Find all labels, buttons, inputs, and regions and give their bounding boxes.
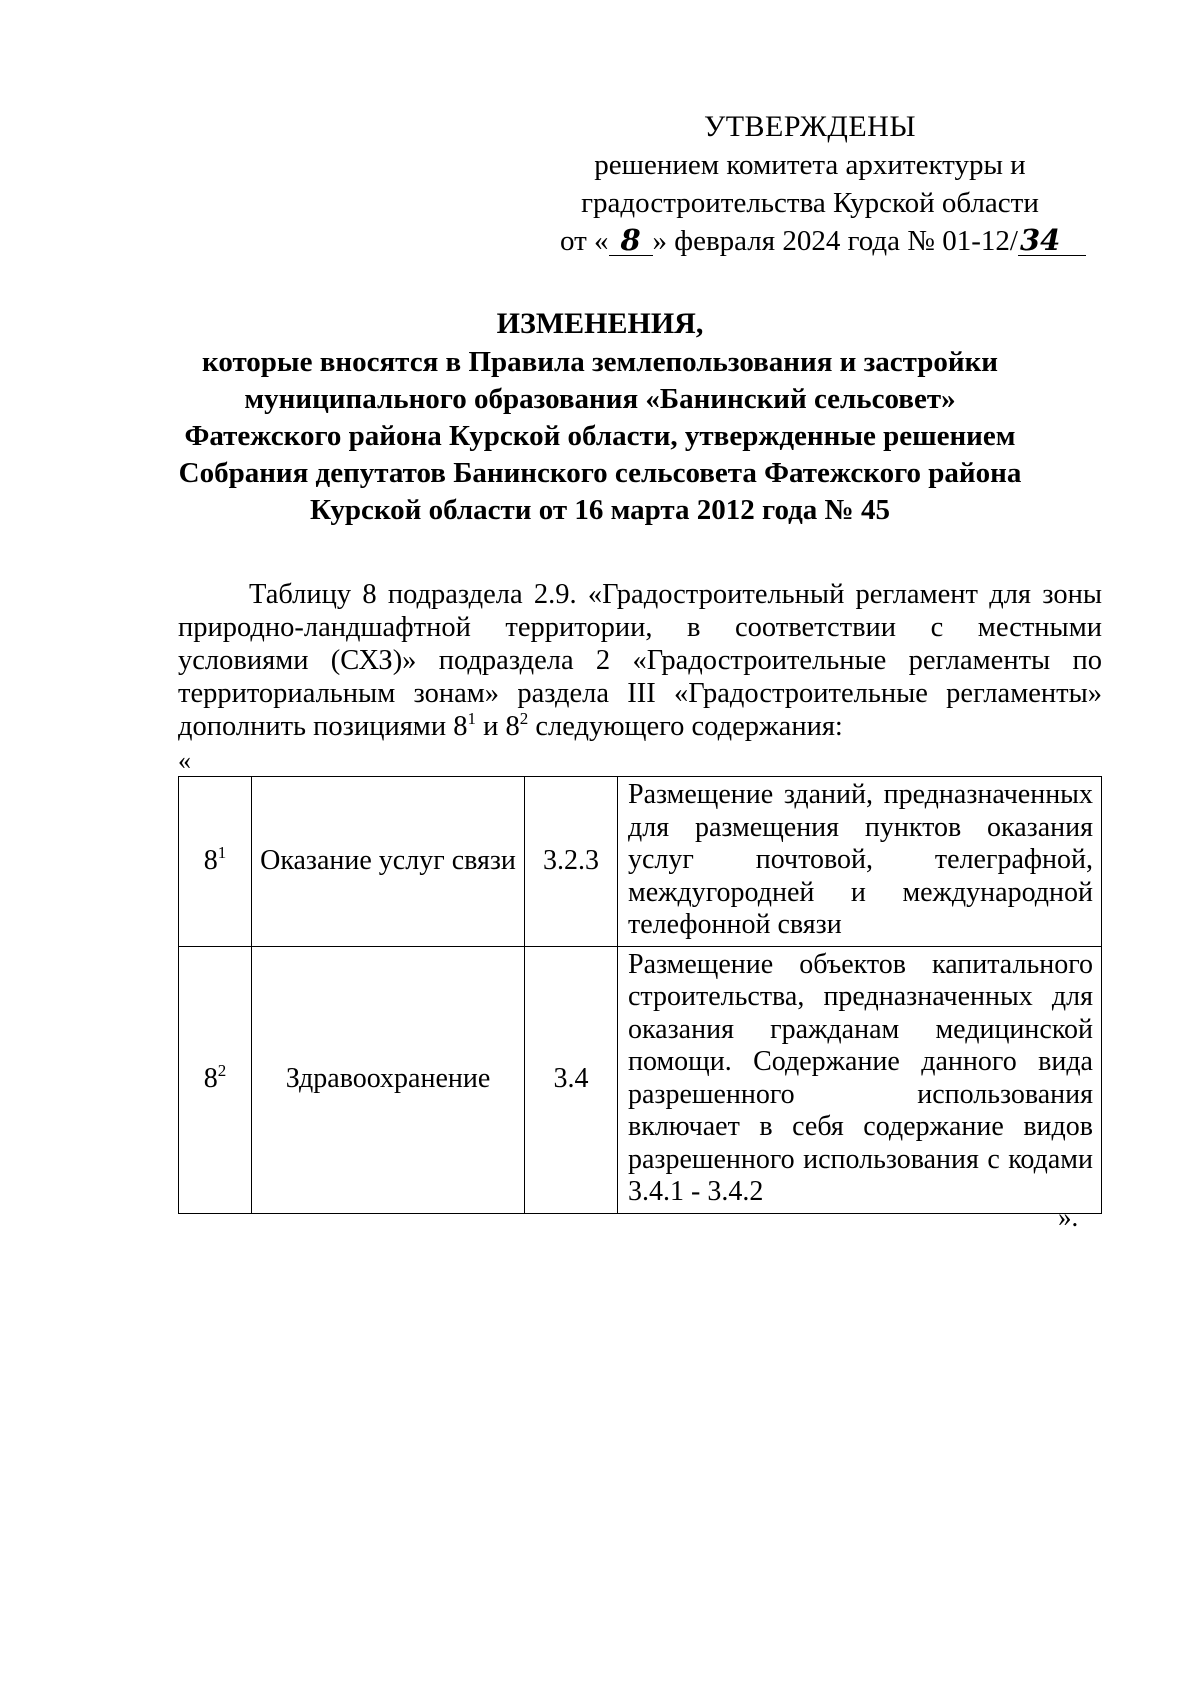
approval-date-line (560, 222, 1060, 260)
paragraph-main-text: Таблицу 8 подраздела 2.9. «Градостроительный регламент для зоны природно-ландшафтной территории, в соответствии с местными условиями (СХЗ)» подраздела 2 «Градостроительные регламенты по территориальным зонам» раздела III «Градостроительные регламенты» дополнить позициями (178, 579, 1102, 742)
title-line-4: Собрания депутатов Банинского сельсовета Фатежского района (178, 457, 1022, 489)
use-name-cell: Оказание услуг связи (252, 777, 525, 947)
use-description-cell: Размещение объектов капитального строительства, предназначенных для оказания гражданам медицинской помощи. Содержание данного вида разрешенного использования включает в себя содержание видов разрешенного использования с кодами 3.4.1 - 3.4.2 (618, 946, 1102, 1213)
use-code-cell: 3.2.3 (525, 777, 618, 947)
row-number-cell (179, 946, 252, 1213)
use-description-cell: Размещение зданий, предназначенных для размещения пунктов оказания услуг почтовой, телеграфной, междугородней и международной телефонной связи (618, 777, 1102, 947)
row-number: 8 (203, 845, 218, 876)
position-2-sup: 2 (519, 709, 529, 728)
table-row (179, 777, 1102, 947)
title-line-3: Фатежского района Курской области, утвержденные решением (184, 420, 1016, 452)
document-title (150, 305, 1050, 529)
close-quote: ». (1058, 1202, 1079, 1232)
table-row (179, 946, 1102, 1213)
body-paragraph (178, 578, 1102, 743)
handwritten-day: 8 (609, 225, 653, 256)
approval-stamp-block (560, 108, 1060, 260)
and-word: и (475, 711, 506, 742)
title-line-5: Курской области от 16 марта 2012 года № 45 (310, 494, 890, 526)
date-prefix: от « (560, 225, 609, 257)
approval-line-2: градостроительства Курской области (581, 187, 1039, 219)
row-number-sup: 1 (217, 843, 227, 862)
handwritten-number: 34 (1018, 225, 1086, 256)
position-1-base: 8 (453, 711, 468, 742)
title-main: ИЗМЕНЕНИЯ, (496, 307, 704, 340)
approval-heading: УТВЕРЖДЕНЫ (703, 110, 917, 143)
open-quote: « (178, 746, 191, 775)
position-2-base: 8 (505, 711, 520, 742)
use-code-cell: 3.4 (525, 946, 618, 1213)
row-number: 8 (203, 1063, 218, 1095)
use-name-cell: Здравоохранение (252, 946, 525, 1213)
approval-line-1: решением комитета архитектуры и (594, 149, 1026, 181)
date-middle: » февраля 2024 года № 01-12/ (652, 225, 1018, 257)
regulation-table (178, 776, 1102, 1214)
row-number-sup: 2 (217, 1061, 227, 1081)
paragraph-end-text: следующего содержания: (528, 711, 843, 742)
title-line-2: муниципального образования «Банинский сельсовет» (244, 383, 956, 415)
row-number-cell (179, 777, 252, 947)
title-line-1: которые вносятся в Правила землепользования и застройки (202, 346, 998, 378)
position-1-sup: 1 (467, 709, 476, 728)
